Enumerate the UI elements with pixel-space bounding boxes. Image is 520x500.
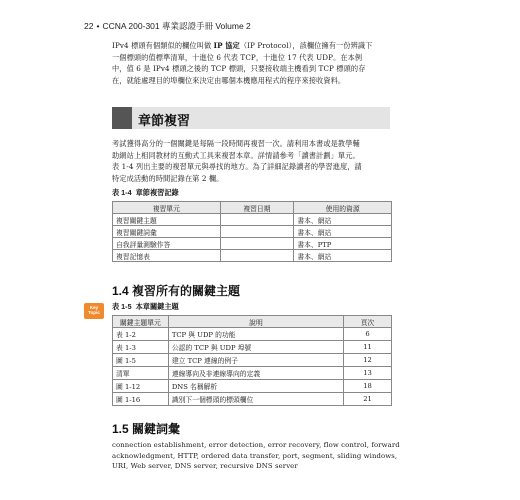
key-terms-line: connection establishment, error detection, error recovery, flow control, forward [112, 441, 400, 449]
table1-caption [112, 188, 179, 198]
banner-accent-bar [112, 107, 132, 129]
table-cell: 表 1-3 [113, 341, 169, 354]
table-row [113, 250, 392, 262]
section-1-4-heading: 1.4 複習所有的關鍵主題 [112, 284, 241, 298]
table-header-row [113, 316, 392, 328]
table-row [113, 380, 392, 393]
table-header-cell: 複習單元 [113, 202, 221, 214]
table-cell: 書本、網站 [294, 250, 392, 262]
table-row [113, 226, 392, 238]
table-cell [220, 250, 294, 262]
table-cell: 13 [344, 367, 392, 380]
table-cell [220, 214, 294, 226]
table-header-cell: 複習日期 [220, 202, 294, 214]
table-row [113, 341, 392, 354]
table-cell: 書本、網站 [294, 214, 392, 226]
table-cell: 識別下一個標頭的標頭欄位 [168, 393, 343, 406]
table-cell: 21 [344, 393, 392, 406]
key-topic-line: Key [89, 305, 99, 310]
table-row [113, 354, 392, 367]
table1-label: 表 1-4 [112, 188, 132, 197]
key-topic-icon [84, 303, 104, 319]
table-header-cell: 使用的資源 [294, 202, 392, 214]
page-header [84, 20, 251, 32]
intro-line: 在，就能處理目的埠欄位來決定由哪個本機應用程式的程序來接收資料。 [112, 75, 346, 85]
key-terms-paragraph [112, 440, 402, 472]
table-cell [220, 226, 294, 238]
intro-paragraph [112, 40, 390, 86]
table2-caption [112, 302, 179, 312]
table-cell: 書本、網站 [294, 226, 392, 238]
table-row [113, 238, 392, 250]
table-cell: 6 [344, 328, 392, 341]
table-cell: 圖 1-12 [113, 380, 169, 393]
review-line: 特定成活動的時間記錄在第 2 欄。 [112, 173, 224, 183]
chapter-review-paragraph [112, 138, 390, 184]
table-header-row [113, 202, 392, 214]
review-line: 考試獲得高分的一個關鍵是每隔一段時間再複習一次。請利用本書或是教學輔 [112, 139, 360, 148]
table-cell: 表 1-2 [113, 328, 169, 341]
table-row [113, 214, 392, 226]
key-terms-line: URI, Web server, DNS server, recursive DNS server [112, 462, 298, 471]
key-topics-table [112, 315, 392, 406]
header-bullet: • [96, 21, 100, 31]
intro-text: （IP Protocol），該欄位擁有一份辨識下 [239, 41, 373, 50]
book-title: CCNA 200-301 專業認證手冊 Volume 2 [102, 21, 251, 31]
intro-line: 一個標頭的值標準清單，十進位 6 代表 TCP，十進位 17 代表 UDP。在本例 [112, 52, 363, 62]
table-cell: 自我評量測驗作答 [113, 238, 221, 250]
review-line: 助網站上相同教材的互動式工具來複習本章。詳情請參考「讀書計劃」單元。 [112, 150, 360, 160]
table1-title: 章節複習記錄 [135, 188, 179, 197]
intro-line [112, 40, 390, 52]
table-row [113, 328, 392, 341]
intro-text: IPv4 標頭有個類似的欄位叫做 [112, 41, 214, 50]
table-row [113, 393, 392, 406]
key-terms-line: acknowledgment, HTTP, ordered data transfer, port, segment, sliding windows, [112, 451, 398, 460]
table-cell: 複習記憶表 [113, 250, 221, 262]
table-cell: 圖 1-5 [113, 354, 169, 367]
table-cell: 複習關鍵詞彙 [113, 226, 221, 238]
table-cell: 書本、PTP [294, 238, 392, 250]
table-cell: 11 [344, 341, 392, 354]
table-cell: 圖 1-16 [113, 393, 169, 406]
page-number: 22 [84, 21, 94, 31]
intro-bold-term: IP 協定 [213, 41, 240, 50]
table-cell: DNS 名稱解析 [168, 380, 343, 393]
intro-line: 中，值 6 是 IPv4 標頭之後的 TCP 標頭，只要接收端主機看到 TCP 標頭的存 [112, 64, 366, 74]
section-1-5-heading: 1.5 關鍵詞彙 [112, 422, 181, 436]
review-line: 表 1-4 列出主要的複習單元與尋找的地方。為了詳細記錄讀者的學習進度，請 [112, 162, 362, 172]
table-cell: 18 [344, 380, 392, 393]
table-cell: 連線導向及非連線導向的定義 [168, 367, 343, 380]
key-topic-line: Topic [88, 310, 100, 316]
table-cell: 複習關鍵主題 [113, 214, 221, 226]
table-cell: TCP 與 UDP 的功能 [168, 328, 343, 341]
table-header-cell: 說明 [168, 316, 343, 328]
table-cell: 建立 TCP 連線的例子 [168, 354, 343, 367]
table-cell [220, 238, 294, 250]
table-header-cell: 關鍵主題單元 [113, 316, 169, 328]
table-cell: 12 [344, 354, 392, 367]
table2-label: 表 1-5 [112, 302, 132, 311]
table-header-cell: 頁次 [344, 316, 392, 328]
table-cell: 公認的 TCP 與 UDP 埠號 [168, 341, 343, 354]
chapter-review-title: 章節複習 [138, 113, 191, 128]
chapter-review-table [112, 201, 392, 262]
table2-title: 本章關鍵主題 [135, 302, 179, 311]
table-cell: 清單 [113, 367, 169, 380]
table-row [113, 367, 392, 380]
chapter-review-banner [112, 107, 390, 129]
